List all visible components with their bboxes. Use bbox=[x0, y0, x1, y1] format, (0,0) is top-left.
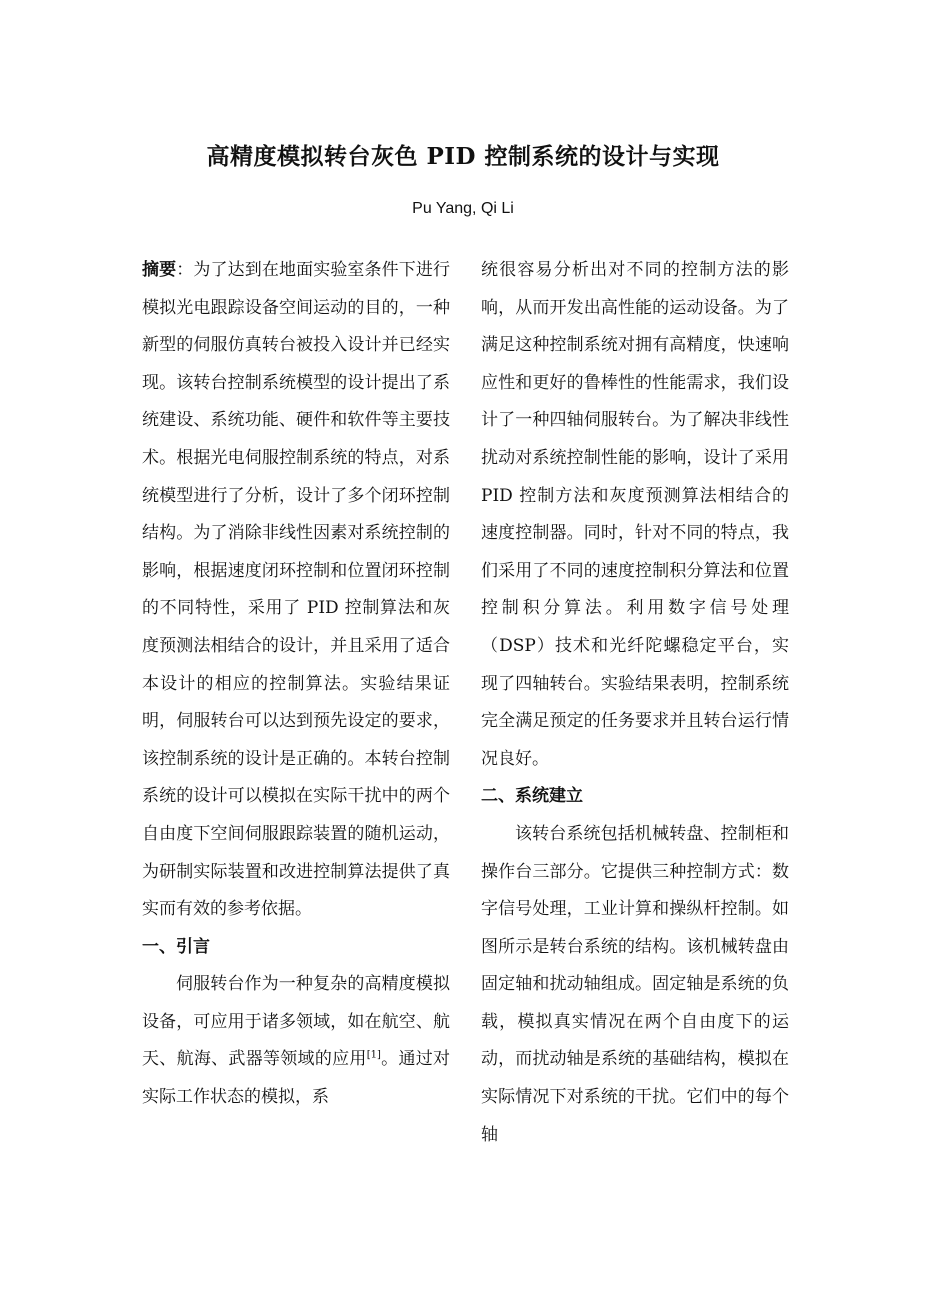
introduction-text: 伺服转台作为一种复杂的高精度模拟设备，可应用于诸多领域，如在航空、航天、航海、武器等领域的应用 bbox=[142, 974, 450, 1070]
abstract-label: 摘要 bbox=[142, 260, 177, 280]
introduction-continued-paragraph: 统很容易分析出对不同的控制方法的影响，从而开发出高性能的运动设备。为了满足这种控制系统对拥有高精度，快速响应性和更好的鲁棒性的性能需求，我们设计了一种四轴伺服转台。为了解决非线性扰动对系统控制性能的影响，设计了采用 PID 控制方法和灰度预测算法相结合的速度控制器。同时，针对不同的特点，我们采用了不同的速度控制积分算法和位置控制积分算法。利用数字信号处理（DSP）技术和光纤陀螺稳定平台，实现了四轴转台。实验结果表明，控制系统完全满足预定的任务要求并且转台运行情况良好。 bbox=[481, 260, 789, 769]
introduction-paragraph bbox=[142, 966, 450, 1116]
section-heading-introduction: 一、引言 bbox=[142, 936, 210, 957]
abstract-colon: ： bbox=[176, 260, 194, 280]
abstract-text: 为了达到在地面实验室条件下进行模拟光电跟踪设备空间运动的目的，一种新型的伺服仿真转台被投入设计并已经实现。该转台控制系统模型的设计提出了系统建设、系统功能、硬件和软件等主要技术。根据光电伺服控制系统的特点，对系统模型进行了分析，设计了多个闭环控制结构。为了消除非线性因素对系统控制的影响，根据速度闭环控制和位置闭环控制的不同特性，采用了 PID 控制算法和灰度预测法相结合的设计，并且采用了适合本设计的相应的控制算法。实验结果证明，伺服转台可以达到预先设定的要求，该控制系统的设计是正确的。本转台控制系统的设计可以模拟在实际干扰中的两个自由度下空间伺服跟踪装置的随机运动，为研制实际装置和改进控制算法提供了真实而有效的参考依据。 bbox=[142, 260, 451, 920]
abstract-paragraph bbox=[142, 252, 450, 929]
citation-ref: [1] bbox=[366, 1049, 381, 1061]
right-column bbox=[481, 252, 789, 1154]
paper-authors: Pu Yang, Qi Li bbox=[412, 200, 514, 217]
paper-title: 高精度模拟转台灰色 PID 控制系统的设计与实现 bbox=[206, 143, 720, 170]
section-heading-system: 二、系统建立 bbox=[481, 786, 583, 807]
left-column bbox=[142, 252, 450, 1117]
system-paragraph: 该转台系统包括机械转盘、控制柜和操作台三部分。它提供三种控制方式：数字信号处理，工业计算和操纵杆控制。如图所示是转台系统的结构。该机械转盘由固定轴和扰动轴组成。固定轴是系统的负载，模拟真实情况在两个自由度下的运动，而扰动轴是系统的基础结构，模拟在实际情况下对系统的干扰。它们中的每个轴 bbox=[481, 823, 789, 1145]
introduction-text-continued: 。通过对实际工作状态的模拟，系 bbox=[142, 1049, 451, 1108]
